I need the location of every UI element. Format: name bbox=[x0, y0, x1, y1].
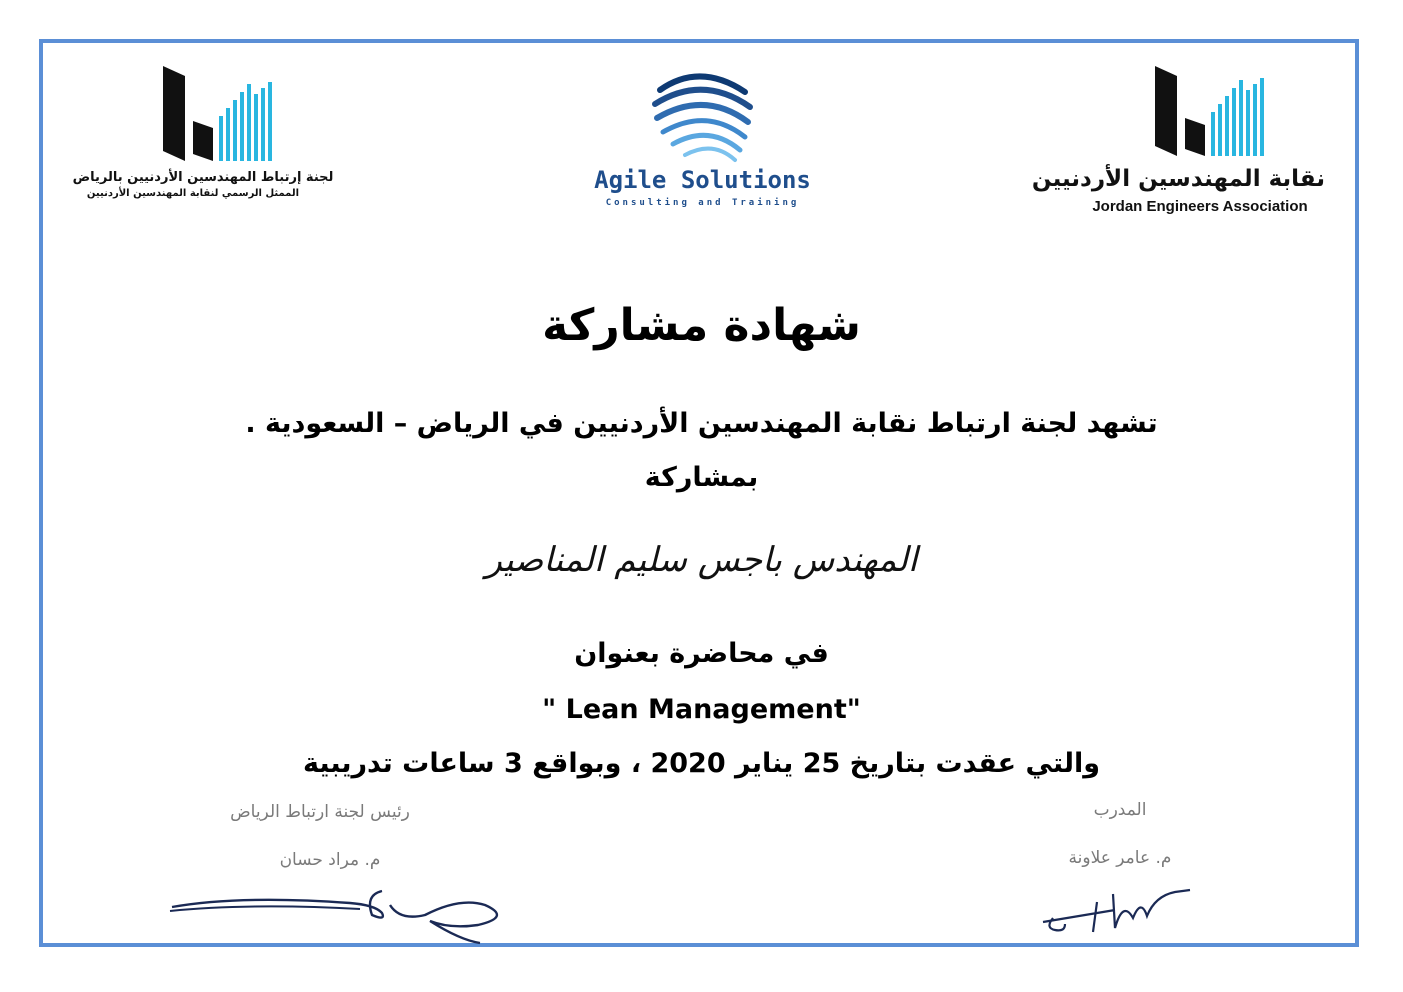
jea-logo bbox=[1031, 62, 1325, 222]
agile-swirl-icon bbox=[585, 62, 820, 167]
trainer-name: م. عامر علاونة bbox=[1068, 848, 1172, 868]
chairman-name: م. مراد حسان bbox=[279, 850, 381, 870]
agile-tagline: Consulting and Training bbox=[605, 198, 800, 208]
jea-name-en: Jordan Engineers Association bbox=[1092, 198, 1308, 215]
jea-emblem-icon bbox=[1075, 62, 1325, 162]
trainer-role: المدرب bbox=[1093, 800, 1147, 820]
agile-brand-name: Agile Solutions bbox=[594, 166, 811, 194]
committee-subtitle-ar: الممثل الرسمي لنقابة المهندسين الأردنيين bbox=[86, 188, 300, 199]
participant-name: المهندس باجس سليم المناصير bbox=[485, 540, 918, 580]
committee-emblem-icon bbox=[58, 58, 358, 168]
certifying-statement: تشهد لجنة ارتباط نقابة المهندسين الأردنيين في الرياض – السعودية . bbox=[245, 408, 1158, 439]
lecture-title: " Lean Management" bbox=[542, 694, 861, 725]
participation-label: بمشاركة bbox=[644, 462, 759, 493]
committee-name-ar: لجنة إرتباط المهندسين الأردنيين بالرياض bbox=[72, 170, 334, 185]
trainer-signature bbox=[1035, 880, 1205, 940]
lecture-date-hours: والتي عقدت بتاريخ 25 يناير 2020 ، وبواقع 3 ساعات تدريبية bbox=[302, 748, 1101, 779]
lecture-label: في محاضرة بعنوان bbox=[574, 638, 829, 669]
jea-name-ar: نقابة المهندسين الأردنيين bbox=[1031, 166, 1325, 192]
chairman-role: رئيس لجنة ارتباط الرياض bbox=[230, 802, 410, 822]
agile-solutions-logo bbox=[585, 62, 820, 217]
chairman-signature bbox=[160, 885, 520, 945]
certificate-title: شهادة مشاركة bbox=[542, 300, 861, 351]
riyadh-committee-logo bbox=[58, 58, 358, 208]
